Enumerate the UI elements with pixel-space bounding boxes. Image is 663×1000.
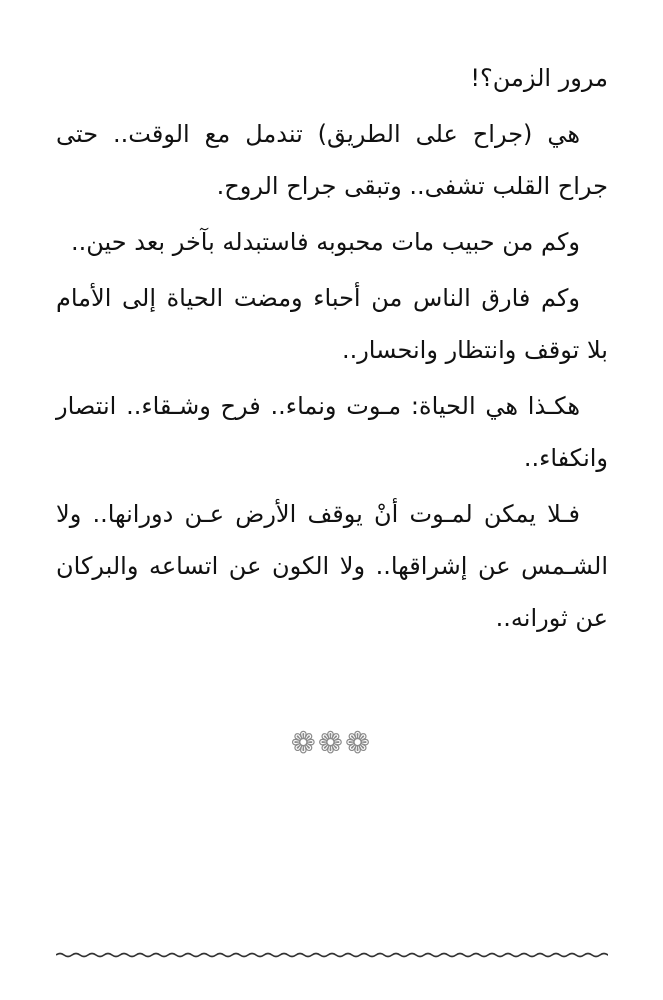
paragraph-title: مرور الزمن؟! xyxy=(470,64,608,92)
paragraph-earth: فـلا يمكن لمـوت أنْ يوقف الأرض عـن دورانها.. ولا الشـمس عن إشراقها.. ولا الكون عن اتساعه والبركان عن ثورانه.. xyxy=(56,500,608,632)
paragraph-beloved: وكم من حبيب مات محبوبه فاستبدله بآخر بعد حين.. xyxy=(70,228,580,256)
paragraph-wounds: هي (جراح على الطريق) تندمل مع الوقت.. حتى جراح القلب تشفى.. وتبقى جراح الروح. xyxy=(56,120,608,200)
wavy-divider xyxy=(56,948,608,962)
paragraph-parting: وكم فارق الناس من أحباء ومضت الحياة إلى الأمام بلا توقف وانتظار وانحسار.. xyxy=(56,284,608,364)
ornament-flowers-icon: ❁❁❁ xyxy=(290,726,373,761)
paragraph-life: هكـذا هي الحياة: مـوت ونماء.. فرح وشـقاء.. انتصار وانكفاء.. xyxy=(56,392,608,472)
page-body xyxy=(56,52,608,648)
